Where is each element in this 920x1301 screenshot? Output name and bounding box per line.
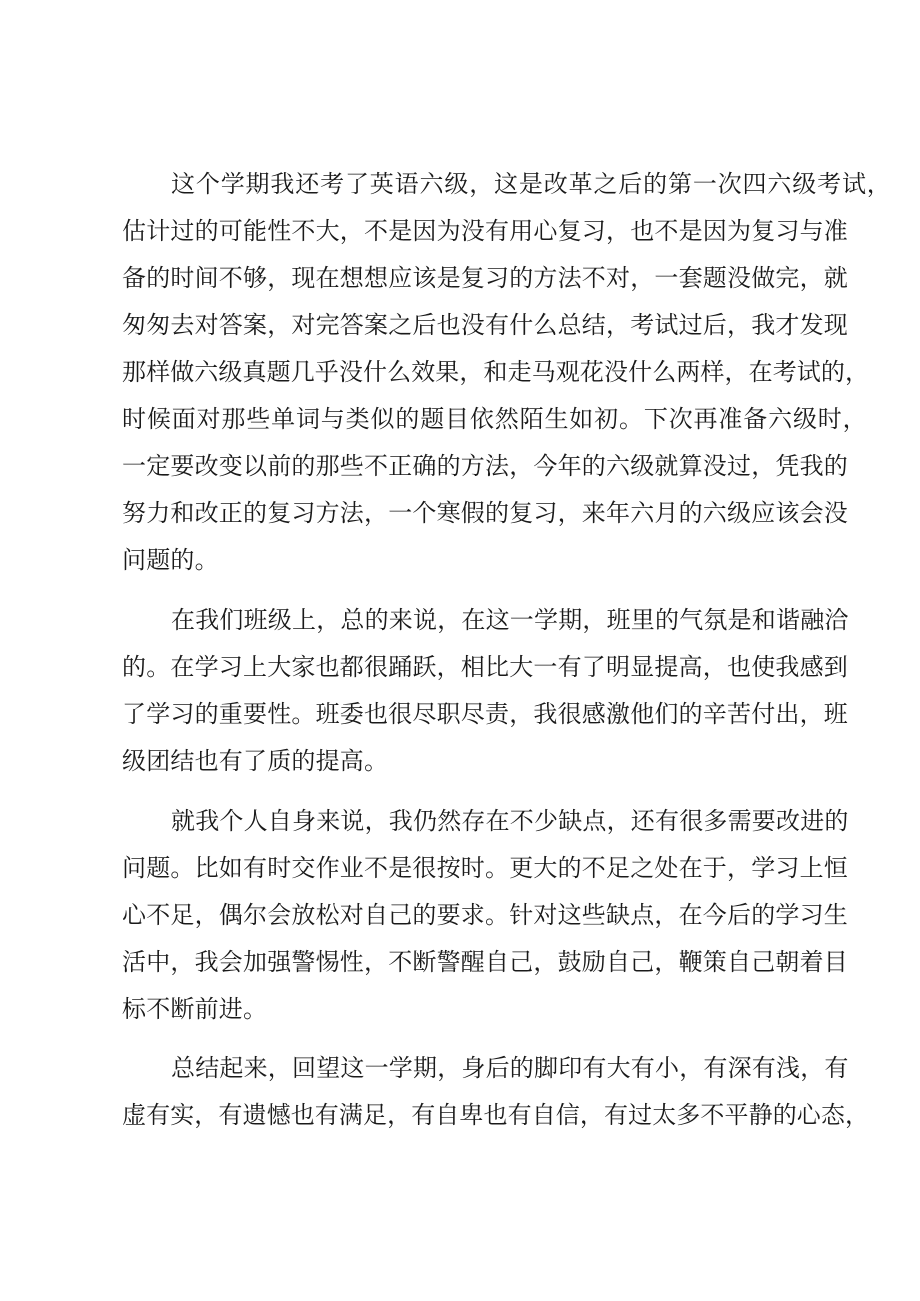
line-text: 的。在学习上大家也都很踊跃，相比大一有了明显提高，也使我感到 <box>122 653 848 681</box>
line-text: 在我们班级上，总的来说，在这一学期，班里的气氛是和谐融洽 <box>171 606 849 634</box>
text-line <box>0 540 920 580</box>
text-line <box>0 694 920 734</box>
text-line <box>0 801 920 841</box>
text-line <box>0 352 920 392</box>
text-line <box>0 1095 920 1135</box>
text-line <box>0 305 920 345</box>
text-line <box>0 647 920 687</box>
line-text: 备的时间不够，现在想想应该是复习的方法不对，一套题没做完，就 <box>122 264 848 292</box>
line-text: 估计过的可能性不大，不是因为没有用心复习，也不是因为复习与准 <box>122 217 848 245</box>
text-line <box>0 258 920 298</box>
line-text: 那样做六级真题几乎没什么效果，和走马观花没什么两样，在考试的， <box>122 358 870 386</box>
line-text: 总结起来，回望这一学期，身后的脚印有大有小，有深有浅，有 <box>171 1054 849 1082</box>
text-line <box>0 741 920 781</box>
text-line <box>0 446 920 486</box>
text-line <box>0 1048 920 1088</box>
line-text: 匆匆去对答案，对完答案之后也没有什么总结，考试过后，我才发现 <box>122 311 848 339</box>
line-text: 就我个人自身来说，我仍然存在不少缺点，还有很多需要改进的 <box>171 807 849 835</box>
line-text: 问题的。 <box>122 546 219 574</box>
text-line <box>0 493 920 533</box>
line-text: 这个学期我还考了英语六级，这是改革之后的第一次四六级考试， <box>171 170 892 198</box>
line-text: 心不足，偶尔会放松对自己的要求。针对这些缺点，在今后的学习生 <box>122 901 848 929</box>
text-line <box>0 600 920 640</box>
line-text: 了学习的重要性。班委也很尽职尽责，我很感激他们的辛苦付出，班 <box>122 700 848 728</box>
text-line <box>0 989 920 1029</box>
text-line <box>0 942 920 982</box>
text-line <box>0 399 920 439</box>
line-text: 一定要改变以前的那些不正确的方法，今年的六级就算没过，凭我的 <box>122 452 848 480</box>
line-text: 虚有实，有遗憾也有满足，有自卑也有自信，有过太多不平静的心态， <box>122 1101 870 1129</box>
text-line <box>0 211 920 251</box>
line-text: 努力和改正的复习方法，一个寒假的复习，来年六月的六级应该会没 <box>122 499 848 527</box>
line-text: 标不断前进。 <box>122 995 268 1023</box>
text-line <box>0 164 920 204</box>
line-text: 级团结也有了质的提高。 <box>122 747 389 775</box>
text-line <box>0 848 920 888</box>
line-text: 活中，我会加强警惕性，不断警醒自己，鼓励自己，鞭策自己朝着目 <box>122 948 848 976</box>
line-text: 问题。比如有时交作业不是很按时。更大的不足之处在于，学习上恒 <box>122 854 848 882</box>
text-line <box>0 895 920 935</box>
line-text: 时候面对那些单词与类似的题目依然陌生如初。下次再准备六级时， <box>122 405 868 433</box>
